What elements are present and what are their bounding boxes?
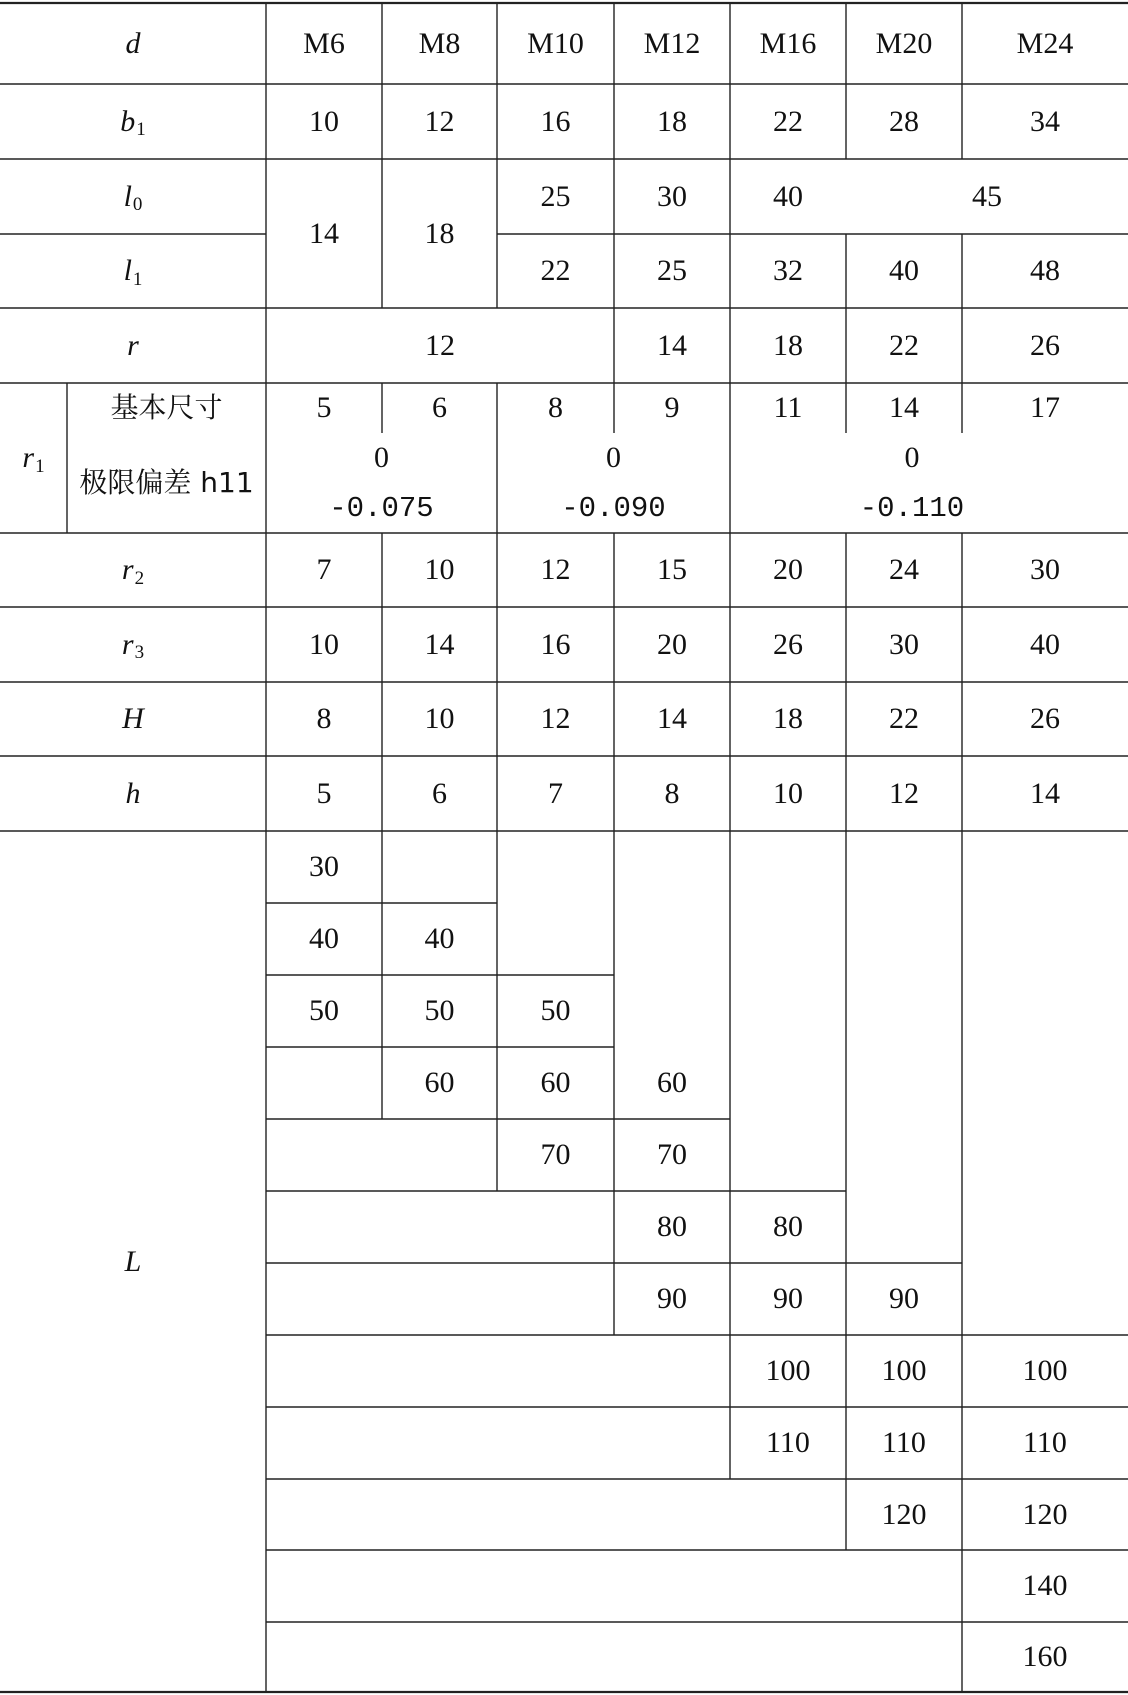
L-m8-value: 60 (424, 1066, 455, 1099)
header-size-m20: M20 (875, 26, 933, 60)
h-m10: 7 (548, 776, 563, 810)
L-m20-value: 110 (882, 1426, 926, 1459)
H-m20: 22 (889, 702, 919, 735)
r1-dev-lower-m6-m8: -0.075 (329, 491, 434, 525)
L-m24-value: 110 (1023, 1426, 1067, 1459)
r3-m6: 10 (309, 627, 339, 661)
row-label-l0: l 0 (123, 179, 143, 215)
H-m12: 14 (657, 702, 687, 735)
L-m16-value: 110 (766, 1426, 810, 1459)
H-m8: 10 (424, 702, 455, 735)
l0-m20-m24: 45 (972, 179, 1002, 213)
header-size-m24: M24 (1016, 26, 1074, 60)
r1-dev-lower-m10-m12: -0.090 (561, 491, 666, 525)
r-m6-m10: 12 (425, 328, 455, 362)
l1-m24: 48 (1030, 254, 1060, 287)
H-m16: 18 (773, 702, 803, 735)
l0-m16: 40 (773, 179, 803, 213)
r3-m20: 30 (889, 627, 919, 661)
b1-m24: 34 (1030, 104, 1060, 138)
r3-m24: 40 (1030, 627, 1060, 661)
h-m24: 14 (1030, 776, 1060, 810)
H-m24: 26 (1030, 702, 1060, 735)
L-m8-value: 40 (424, 922, 455, 955)
r3-m10: 16 (540, 627, 571, 661)
header-size-m8: M8 (418, 26, 461, 60)
h-m16: 10 (773, 776, 803, 810)
L-m12-value: 60 (657, 1066, 687, 1099)
h-m20: 12 (889, 776, 919, 810)
r1-tolerance-label: 极限偏差 h11 (79, 466, 254, 499)
r2-m10: 12 (540, 553, 571, 586)
row-label-r3: r 3 (121, 627, 145, 663)
r-m12: 14 (657, 328, 687, 362)
l-m8-shared: 18 (424, 216, 455, 250)
H-m10: 12 (540, 702, 571, 735)
r-m20: 22 (889, 328, 919, 362)
h-m8: 6 (432, 776, 447, 810)
L-m12-value: 90 (657, 1282, 687, 1315)
l1-m12: 25 (657, 254, 687, 287)
row-label-r: r (127, 328, 139, 362)
header-d-label: d (125, 26, 141, 60)
l0-m10: 25 (540, 179, 571, 213)
h-m12: 8 (664, 776, 680, 810)
r1-basic-m20: 14 (889, 391, 919, 424)
row-label-H: H (122, 702, 144, 735)
r1-basic-size-label: 基本尺寸 (110, 391, 223, 424)
L-m20-value: 100 (881, 1354, 927, 1387)
r1-basic-m6: 5 (316, 391, 332, 424)
r2-m12: 15 (657, 553, 687, 586)
H-m6: 8 (316, 702, 332, 735)
h-m6: 5 (316, 776, 332, 810)
r2-m24: 30 (1030, 553, 1060, 586)
L-m16-value: 90 (773, 1282, 803, 1315)
L-m10-value: 50 (540, 994, 571, 1027)
r-m16: 18 (773, 328, 803, 362)
b1-m12: 18 (657, 104, 687, 138)
r1-basic-m10: 8 (548, 391, 563, 424)
row-label-h: h (125, 776, 141, 810)
header-size-m16: M16 (759, 26, 817, 60)
L-m16-value: 100 (765, 1354, 811, 1387)
l1-m10: 22 (540, 254, 571, 287)
L-m6-value: 30 (309, 850, 339, 883)
row-label-l1: l 1 (123, 254, 143, 290)
b1-m16: 22 (773, 104, 803, 138)
header-size-m10: M10 (527, 26, 584, 60)
r1-basic-m16: 11 (773, 391, 803, 424)
r2-m8: 10 (424, 553, 455, 586)
r1-dev-upper-m6-m8: 0 (374, 441, 389, 474)
L-m10-value: 70 (540, 1138, 571, 1171)
r1-dev-lower-m16-m24: -0.110 (859, 491, 965, 525)
L-m16-value: 80 (773, 1210, 803, 1243)
header-size-m12: M12 (643, 26, 701, 60)
r1-basic-m8: 6 (432, 391, 447, 424)
r3-m8: 14 (424, 627, 455, 661)
r3-m16: 26 (773, 627, 803, 661)
L-m20-value: 120 (881, 1497, 927, 1531)
L-m8-value: 50 (424, 994, 455, 1027)
r2-m6: 7 (316, 553, 332, 586)
row-label-r2: r 2 (121, 553, 145, 589)
b1-m8: 12 (424, 104, 455, 138)
l1-m16: 32 (773, 254, 803, 287)
L-m24-value: 120 (1022, 1497, 1068, 1531)
L-m12-value: 70 (657, 1138, 687, 1171)
header-size-m6: M6 (303, 26, 345, 60)
l1-m20: 40 (889, 254, 919, 287)
L-m24-value: 160 (1022, 1640, 1068, 1673)
L-m12-value: 80 (657, 1210, 687, 1243)
row-label-r1: r 1 (22, 441, 45, 477)
L-m24-value: 100 (1022, 1354, 1068, 1387)
L-m6-value: 50 (309, 994, 339, 1027)
L-m6-value: 40 (309, 922, 339, 955)
r2-m16: 20 (773, 553, 803, 586)
l0-m12: 30 (657, 179, 687, 213)
row-label-b1: b 1 (120, 104, 146, 140)
l-m6-shared: 14 (309, 216, 339, 250)
r1-dev-upper-m10-m12: 0 (606, 441, 621, 474)
L-m20-value: 90 (889, 1282, 919, 1315)
r1-basic-m12: 9 (664, 391, 680, 424)
L-m10-value: 60 (540, 1066, 571, 1099)
r1-dev-upper-m16-m24: 0 (904, 441, 920, 474)
r3-m12: 20 (657, 627, 687, 661)
r1-basic-m24: 17 (1030, 391, 1060, 424)
b1-m6: 10 (309, 104, 339, 138)
L-m24-value: 140 (1022, 1569, 1068, 1602)
b1-m10: 16 (540, 104, 571, 138)
b1-m20: 28 (889, 104, 919, 138)
r2-m20: 24 (889, 553, 919, 586)
r-m24: 26 (1030, 328, 1060, 362)
row-label-L: L (124, 1244, 142, 1278)
